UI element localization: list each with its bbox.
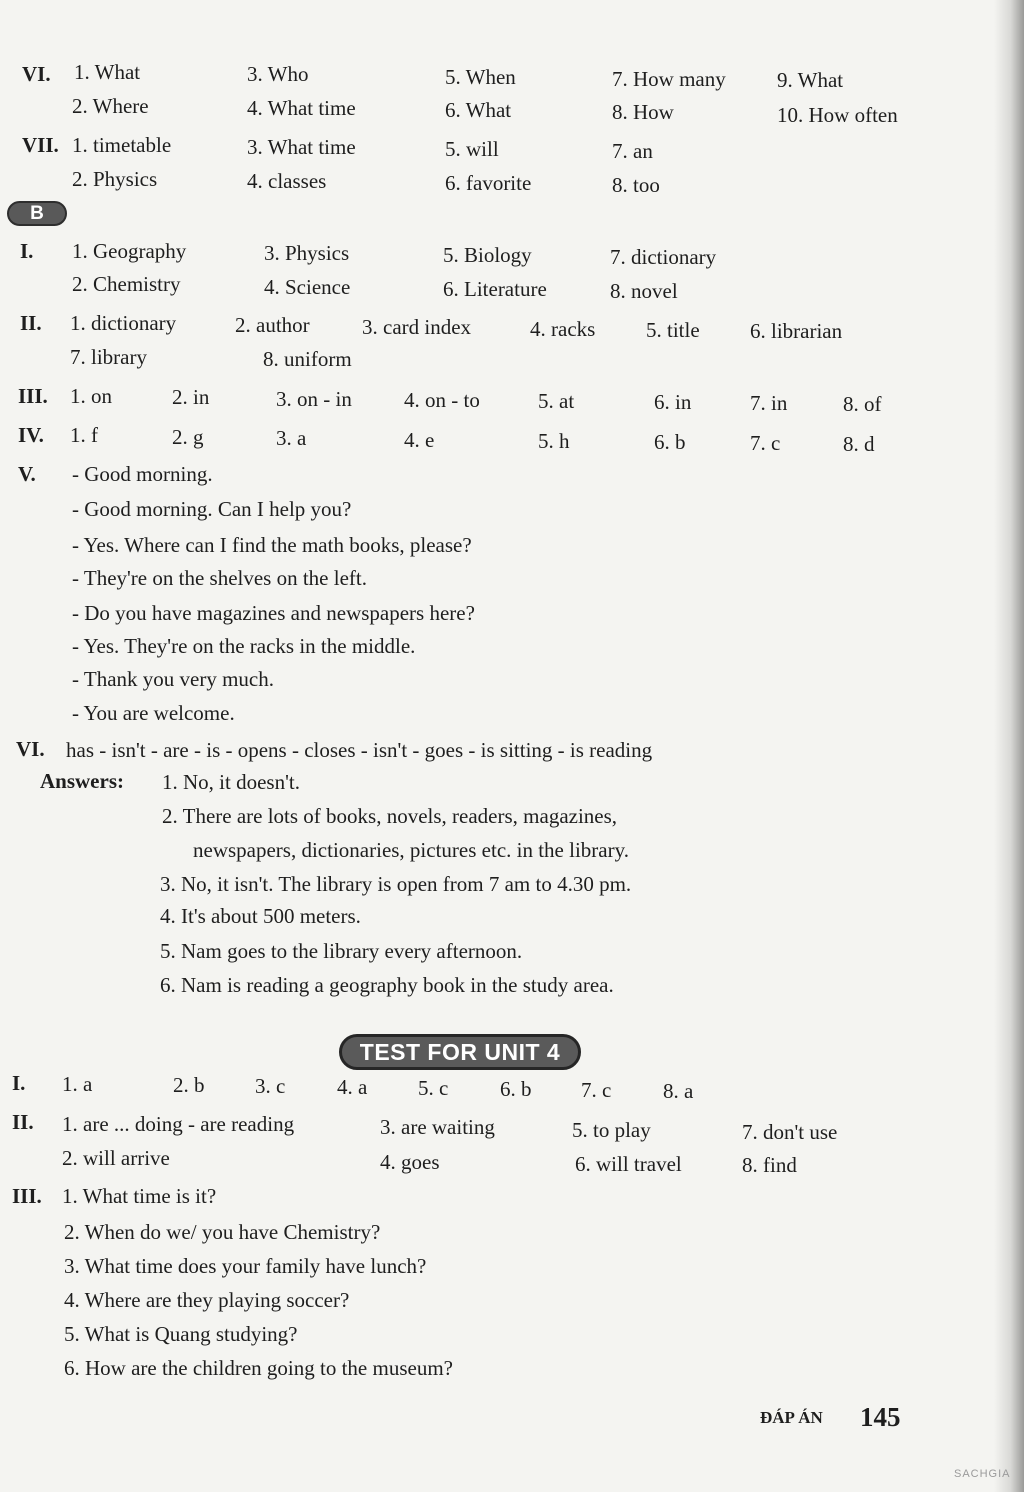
question-line: 4. Where are they playing soccer? xyxy=(64,1288,350,1312)
answer-item: 4. a xyxy=(337,1075,368,1099)
answer-item: 3. Physics xyxy=(264,241,350,265)
answer-item: 6. b xyxy=(500,1077,532,1101)
answer-item: 8. uniform xyxy=(263,347,352,371)
dialogue-line: - Thank you very much. xyxy=(72,667,274,691)
page-edge-shadow xyxy=(994,0,1024,1492)
answer-item: 6. What xyxy=(445,98,512,122)
roman-numeral-test-ii: II. xyxy=(12,1110,34,1134)
answer-item: 4. What time xyxy=(247,96,356,120)
answer-item: 4. racks xyxy=(530,317,596,341)
roman-numeral-iii: III. xyxy=(18,384,48,408)
answer-item: 1. timetable xyxy=(72,133,172,157)
answer-item: 1. a xyxy=(62,1072,93,1096)
answer-item: 8. a xyxy=(663,1079,694,1103)
answer-item: 1. on xyxy=(70,384,112,408)
answer-item: 5. h xyxy=(538,429,570,453)
answer-item: 2. in xyxy=(172,385,210,409)
answer-item: 1. are ... doing - are reading xyxy=(62,1112,295,1136)
roman-numeral-iv: IV. xyxy=(18,423,44,447)
answer-item: 7. in xyxy=(750,391,788,415)
answer-item: 7. library xyxy=(70,345,147,369)
answer-item: 3. What time xyxy=(247,135,356,159)
answer-item: 4. on - to xyxy=(404,388,480,412)
answer-item: 3. a xyxy=(276,426,307,450)
answer-item: 4. classes xyxy=(247,169,327,193)
answer-line: 2. There are lots of books, novels, readers, magazines, xyxy=(162,804,618,828)
answer-item: 1. f xyxy=(70,423,98,447)
answer-item: 8. novel xyxy=(610,279,678,303)
answer-item: 5. to play xyxy=(572,1118,651,1142)
answer-item: 2. author xyxy=(235,313,310,337)
page-number: 145 xyxy=(860,1402,901,1432)
section-b-badge: B xyxy=(7,201,67,226)
watermark: SACHGIA xyxy=(954,1468,1011,1480)
question-line: 1. What time is it? xyxy=(62,1184,217,1208)
answer-item: 6. Literature xyxy=(443,277,547,301)
answer-line: 3. No, it isn't. The library is open from 7 am to 4.30 pm. xyxy=(160,872,632,896)
question-line: 6. How are the children going to the museum? xyxy=(64,1356,453,1380)
answer-item: 4. goes xyxy=(380,1150,440,1174)
roman-numeral-test-i: I. xyxy=(12,1071,26,1095)
answer-item: 5. at xyxy=(538,389,575,413)
dialogue-line: - Do you have magazines and newspapers here? xyxy=(72,601,475,625)
answer-item: 1. dictionary xyxy=(70,311,177,335)
dialogue-line: - Yes. They're on the racks in the middle. xyxy=(72,634,416,658)
dialogue-line: - Good morning. xyxy=(72,462,213,486)
answer-item: 5. c xyxy=(418,1076,449,1100)
roman-numeral-vi-b: VI. xyxy=(16,737,45,761)
footer-label: ĐÁP ÁN xyxy=(760,1408,823,1427)
roman-numeral-v: V. xyxy=(18,462,36,486)
answer-item: 5. Biology xyxy=(443,243,532,267)
answer-item: 8. find xyxy=(742,1153,797,1177)
answer-line: 6. Nam is reading a geography book in the study area. xyxy=(160,973,614,997)
answer-item: 7. don't use xyxy=(742,1120,838,1144)
verb-list: has - isn't - are - is - opens - closes - isn't - goes - is sitting - is reading xyxy=(66,738,653,762)
answer-item: 7. c xyxy=(750,431,781,455)
answer-item: 7. dictionary xyxy=(610,245,717,269)
answer-item: 7. How many xyxy=(612,67,726,91)
answer-item: 1. What xyxy=(74,60,141,84)
answer-item: 3. c xyxy=(255,1074,286,1098)
answer-item: 8. too xyxy=(612,173,660,197)
dialogue-line: - They're on the shelves on the left. xyxy=(72,566,367,590)
answer-item: 2. b xyxy=(173,1073,205,1097)
roman-numeral-vii: VII. xyxy=(22,133,59,157)
answer-item: 10. How often xyxy=(777,103,898,127)
answer-item: 4. Science xyxy=(264,275,351,299)
answer-item: 8. of xyxy=(843,392,882,416)
roman-numeral-ii: II. xyxy=(20,311,42,335)
answer-line: 5. Nam goes to the library every afternoon. xyxy=(160,939,523,963)
answer-item: 6. in xyxy=(654,390,692,414)
answer-item: 2. Where xyxy=(72,94,149,118)
answer-item: 2. will arrive xyxy=(62,1146,170,1170)
answer-item: 7. c xyxy=(581,1078,612,1102)
roman-numeral-test-iii: III. xyxy=(12,1184,42,1208)
answers-label: Answers: xyxy=(40,769,124,793)
test-unit-badge: TEST FOR UNIT 4 xyxy=(339,1034,581,1070)
dialogue-line: - Yes. Where can I find the math books, please? xyxy=(72,533,472,557)
answer-item: 3. are waiting xyxy=(380,1115,495,1139)
answer-item: 8. How xyxy=(612,100,674,124)
answer-item: 7. an xyxy=(612,139,653,163)
answer-line: newspapers, dictionaries, pictures etc. in the library. xyxy=(193,838,629,862)
answer-item: 5. title xyxy=(646,318,700,342)
answer-item: 3. Who xyxy=(247,62,309,86)
dialogue-line: - You are welcome. xyxy=(72,701,235,725)
answer-item: 8. d xyxy=(843,432,875,456)
answer-item: 9. What xyxy=(777,68,844,92)
answer-item: 2. Physics xyxy=(72,167,158,191)
answer-item: 6. b xyxy=(654,430,686,454)
answer-line: 1. No, it doesn't. xyxy=(162,770,300,794)
answer-item: 5. will xyxy=(445,137,499,161)
answer-item: 6. will travel xyxy=(575,1152,682,1176)
answer-item: 4. e xyxy=(404,428,435,452)
dialogue-line: - Good morning. Can I help you? xyxy=(72,497,352,521)
answer-item: 5. When xyxy=(445,65,516,89)
question-line: 2. When do we/ you have Chemistry? xyxy=(64,1220,381,1244)
answer-line: 4. It's about 500 meters. xyxy=(160,904,361,928)
question-line: 3. What time does your family have lunch? xyxy=(64,1254,427,1278)
answer-item: 2. Chemistry xyxy=(72,272,181,296)
answer-item: 3. on - in xyxy=(276,387,352,411)
question-line: 5. What is Quang studying? xyxy=(64,1322,298,1346)
answer-item: 6. librarian xyxy=(750,319,843,343)
roman-numeral-i: I. xyxy=(20,239,34,263)
answer-item: 1. Geography xyxy=(72,239,187,263)
answer-item: 3. card index xyxy=(362,315,472,339)
answer-item: 2. g xyxy=(172,425,204,449)
roman-numeral-vi: VI. xyxy=(22,62,51,86)
answer-item: 6. favorite xyxy=(445,171,532,195)
